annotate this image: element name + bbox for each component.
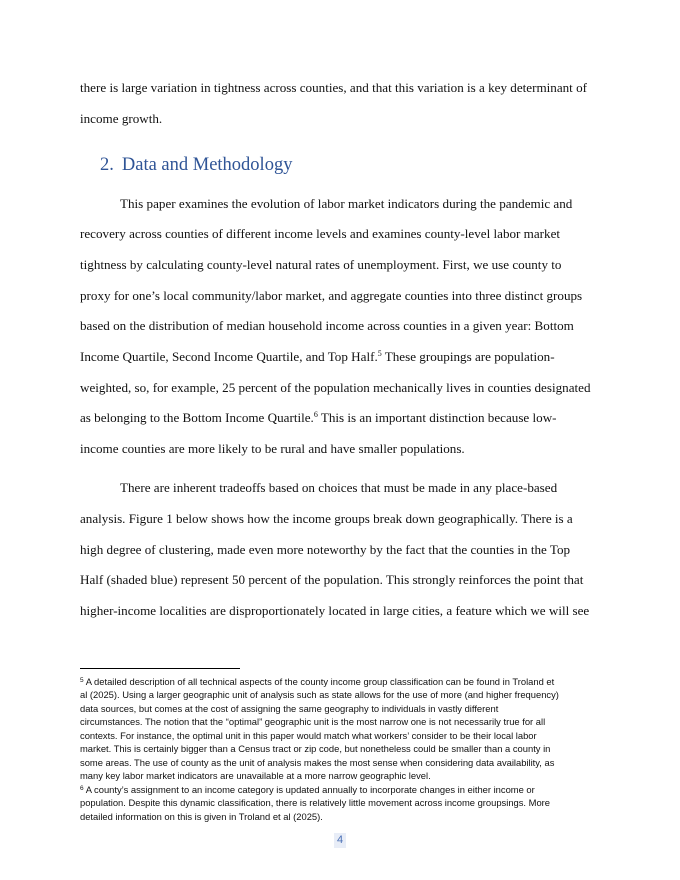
body-text-line: based on the distribution of median household income across counties in a given year: Bottom [80,318,574,333]
body-text-line: tightness by calculating county-level natural rates of unemployment. First, we use county to [80,257,562,272]
footnote-text-line: many key labor market indicators are unavailable at a more narrow geographic level. [80,770,431,781]
body-text-line [80,410,557,426]
body-text-line [80,349,555,365]
section-title: Data and Methodology [121,155,293,175]
footnote-mark-6: 6 [80,785,84,792]
footnote-ref-5[interactable]: 5 [377,349,382,358]
body-text-line: There are inherent tradeoffs based on choices that must be made in any place-based [120,480,558,495]
page-number: 4 [334,833,346,848]
body-text-line: high degree of clustering, made even more noteworthy by the fact that the counties in the Top [80,542,571,557]
body-text-span: This is an important distinction because low- [317,410,557,425]
body-text-line: income counties are more likely to be rural and have smaller populations. [80,441,465,456]
body-text-line: weighted, so, for example, 25 percent of the population mechanically lives in counties designated [80,380,591,395]
body-text-span: Income Quartile, Second Income Quartile, and Top Half. [80,349,378,364]
section-heading [100,155,292,176]
footnote-text: A county’s assignment to an income category is updated annually to incorporate changes in either income or [83,784,535,795]
footnote-text-line: data sources, but comes at the cost of assigning the same geography to individuals in vastly different [80,703,499,714]
body-text-line: This paper examines the evolution of labor market indicators during the pandemic and [120,196,573,211]
body-text-line: income growth. [80,111,163,126]
footnote-text-line: contexts. For instance, the optimal unit in this paper would match what workers’ consider to be their local labor [80,730,537,741]
body-text-line: there is large variation in tightness across counties, and that this variation is a key determinant of [80,80,588,95]
footnote-text-line: population. Despite this dynamic classification, there is relatively little movement across income groupsings. More [80,797,550,808]
footnote-text-line: some areas. The use of county as the unit of analysis makes the most sense when considering data availability, as [80,757,555,768]
footnote-ref-6[interactable]: 6 [313,410,318,419]
footnote-text-line: al (2025). Using a larger geographic unit of analysis such as state allows for the use of more (and higher frequency) [80,689,559,700]
footnote-text-line: detailed information on this is given in Troland et al (2025). [80,811,323,822]
footnote-5 [80,676,554,688]
footnote-text: A detailed description of all technical aspects of the county income group classification can be found in Troland et [83,676,555,687]
footnote-text-line: circumstances. The notion that the “optimal” geographic unit is the most narrow one is not necessarily true for all [80,716,546,727]
body-text-line: analysis. Figure 1 below shows how the income groups break down geographically. There is a [80,511,573,526]
body-text-span: as belonging to the Bottom Income Quartile. [80,410,314,425]
footnote-6 [80,784,535,796]
section-number: 2. [100,155,114,175]
footnote-text-line: market. This is certainly bigger than a Census tract or zip code, but nonetheless could be smaller than a county in [80,743,551,754]
body-text-line: higher-income localities are disproportionately located in large cities, a feature which we will see [80,603,590,618]
body-text-line: recovery across counties of different income levels and examines county-level labor market [80,226,561,241]
body-text-line: Half (shaded blue) represent 50 percent of the population. This strongly reinforces the point that [80,572,584,587]
footnote-mark-5: 5 [80,677,84,684]
footnote-separator [80,668,240,669]
body-text-line: proxy for one’s local community/labor market, and aggregate counties into three distinct groups [80,288,583,303]
body-text-span: These groupings are population- [381,349,555,364]
